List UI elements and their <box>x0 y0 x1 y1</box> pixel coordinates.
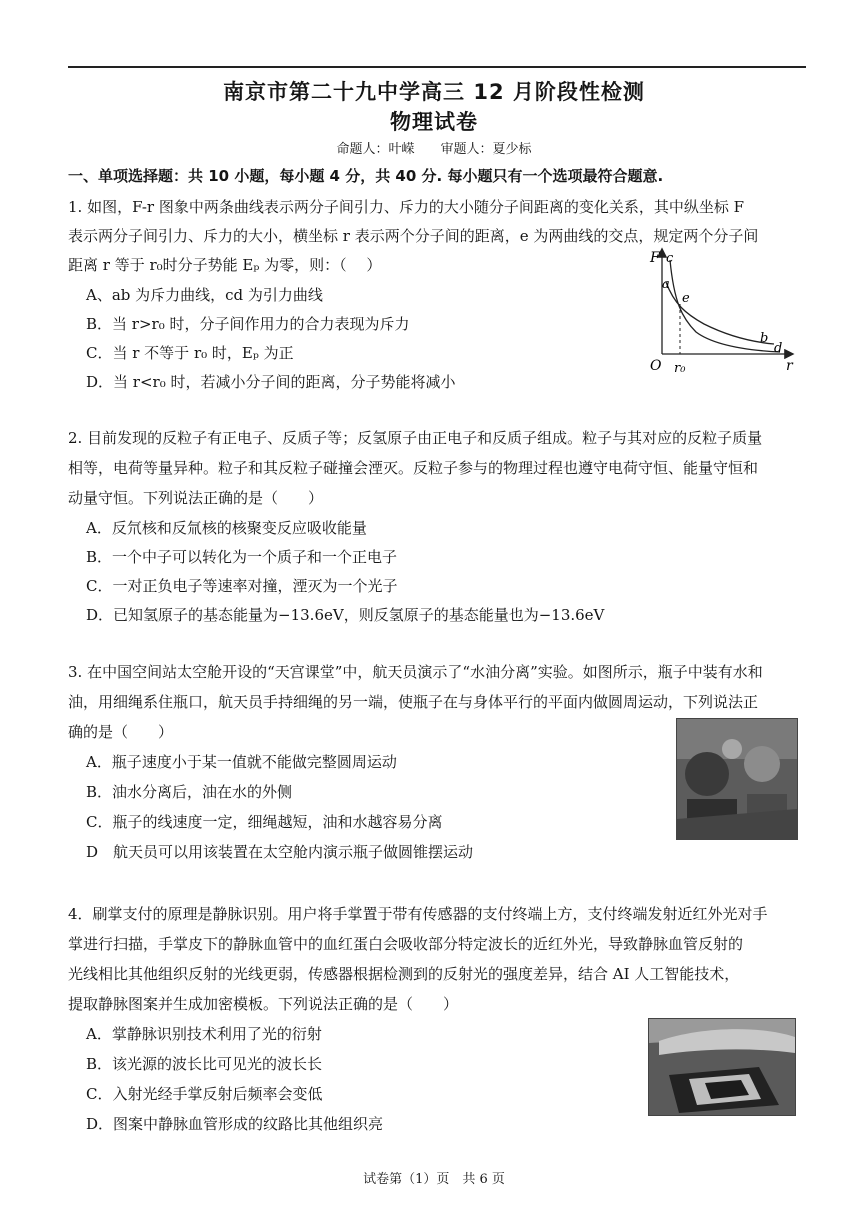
exam-title: 南京市第二十九中学高三 12 月阶段性检测 <box>223 80 645 104</box>
option-c: C．当 r 不等于 r₀ 时，Eₚ 为正 <box>86 344 294 362</box>
question-stem-line: 1. 如图，F-r 图象中两条曲线表示两分子间引力、斥力的大小随分子间距离的变化关系，其中纵坐标 F <box>68 198 745 216</box>
question-stem-line: 动量守恒。下列说法正确的是（ ） <box>68 489 324 507</box>
option-b: B．一个中子可以转化为一个质子和一个正电子 <box>86 548 398 566</box>
option-c: C．瓶子的线速度一定，细绳越短，油和水越容易分离 <box>86 813 443 831</box>
question-stem-line: 4．刷掌支付的原理是静脉识别。用户将手掌置于带有传感器的支付终端上方，支付终端发射近红外光对手 <box>68 905 768 923</box>
question-stem-line: 距离 r 等于 r₀时分子势能 Eₚ 为零，则：（ ） <box>68 256 382 274</box>
question-stem-line: 光线相比其他组织反射的光线更弱，传感器根据检测到的反射光的强度差异，结合 AI 人工智能技术， <box>68 965 740 983</box>
curve-label-c: c <box>666 251 674 266</box>
option-d: D 航天员可以用该装置在太空舱内演示瓶子做圆锥摆运动 <box>86 843 474 861</box>
tick-r0: r₀ <box>674 361 686 376</box>
question-stem-line: 3. 在中国空间站太空舱开设的“天宫课堂”中，航天员演示了“水油分离”实验。如图所示，瓶子中装有水和 <box>68 663 763 681</box>
option-b: B．油水分离后，油在水的外侧 <box>86 783 293 801</box>
exam-authors: 命题人：叶嵘 审题人：夏少标 <box>336 142 532 157</box>
curve-label-b: b <box>760 331 769 346</box>
option-b: B．该光源的波长比可见光的波长长 <box>86 1055 323 1073</box>
question-stem-line: 油，用细绳系住瓶口，航天员手持细绳的另一端，使瓶子在与身体平行的平面内做圆周运动，下列说法正 <box>68 693 759 711</box>
exam-subtitle: 物理试卷 <box>390 110 478 134</box>
option-d: D．当 r<r₀ 时，若减小分子间的距离，分子势能将减小 <box>86 373 456 391</box>
space-station-photo <box>676 718 798 840</box>
option-b: B．当 r>r₀ 时，分子间作用力的合力表现为斥力 <box>86 315 410 333</box>
page-footer: 试卷第（1）页 共 6 页 <box>363 1172 505 1187</box>
axis-label-f: F <box>650 250 660 266</box>
axis-label-r: r <box>786 358 793 374</box>
option-c: C．一对正负电子等速率对撞，湮灭为一个光子 <box>86 577 398 595</box>
question-stem-line: 掌进行扫描，手掌皮下的静脉血管中的血红蛋白会吸收部分特定波长的近红外光，导致静脉血管反射的 <box>68 935 744 953</box>
question-stem-line: 表示两分子间引力、斥力的大小，横坐标 r 表示两个分子间的距离，e 为两曲线的交点，规定两个分子间 <box>68 227 759 245</box>
header-rule <box>68 66 806 68</box>
f-r-graph <box>640 242 800 377</box>
option-a: A．瓶子速度小于某一值就不能做完整圆周运动 <box>86 753 397 771</box>
palm-scanner-photo <box>648 1018 796 1116</box>
option-a: A、ab 为斥力曲线，cd 为引力曲线 <box>86 286 323 304</box>
option-d: D．图案中静脉血管形成的纹路比其他组织亮 <box>86 1115 384 1133</box>
curve-label-e: e <box>682 291 690 306</box>
option-d: D．已知氢原子的基态能量为−13.6eV，则反氢原子的基态能量也为−13.6eV <box>86 606 605 624</box>
question-stem-line: 2. 目前发现的反粒子有正电子、反质子等；反氢原子由正电子和反质子组成。粒子与其对应的反粒子质量 <box>68 429 763 447</box>
question-stem-line: 相等，电荷等量异种。粒子和其反粒子碰撞会湮灭。反粒子参与的物理过程也遵守电荷守恒、能量守恒和 <box>68 459 759 477</box>
question-stem-line: 提取静脉图案并生成加密模板。下列说法正确的是（ ） <box>68 995 459 1013</box>
option-a: A．掌静脉识别技术利用了光的衍射 <box>86 1025 322 1043</box>
curve-label-a: a <box>662 277 670 292</box>
option-a: A．反氘核和反氚核的核聚变反应吸收能量 <box>86 519 367 537</box>
question-stem-line: 确的是（ ） <box>68 723 174 741</box>
origin-label: O <box>650 358 662 374</box>
curve-label-d: d <box>774 341 783 356</box>
section-heading: 一、单项选择题：共 10 小题，每小题 4 分，共 40 分. 每小题只有一个选项最符合题意. <box>68 167 664 185</box>
option-c: C．入射光经手掌反射后频率会变低 <box>86 1085 323 1103</box>
